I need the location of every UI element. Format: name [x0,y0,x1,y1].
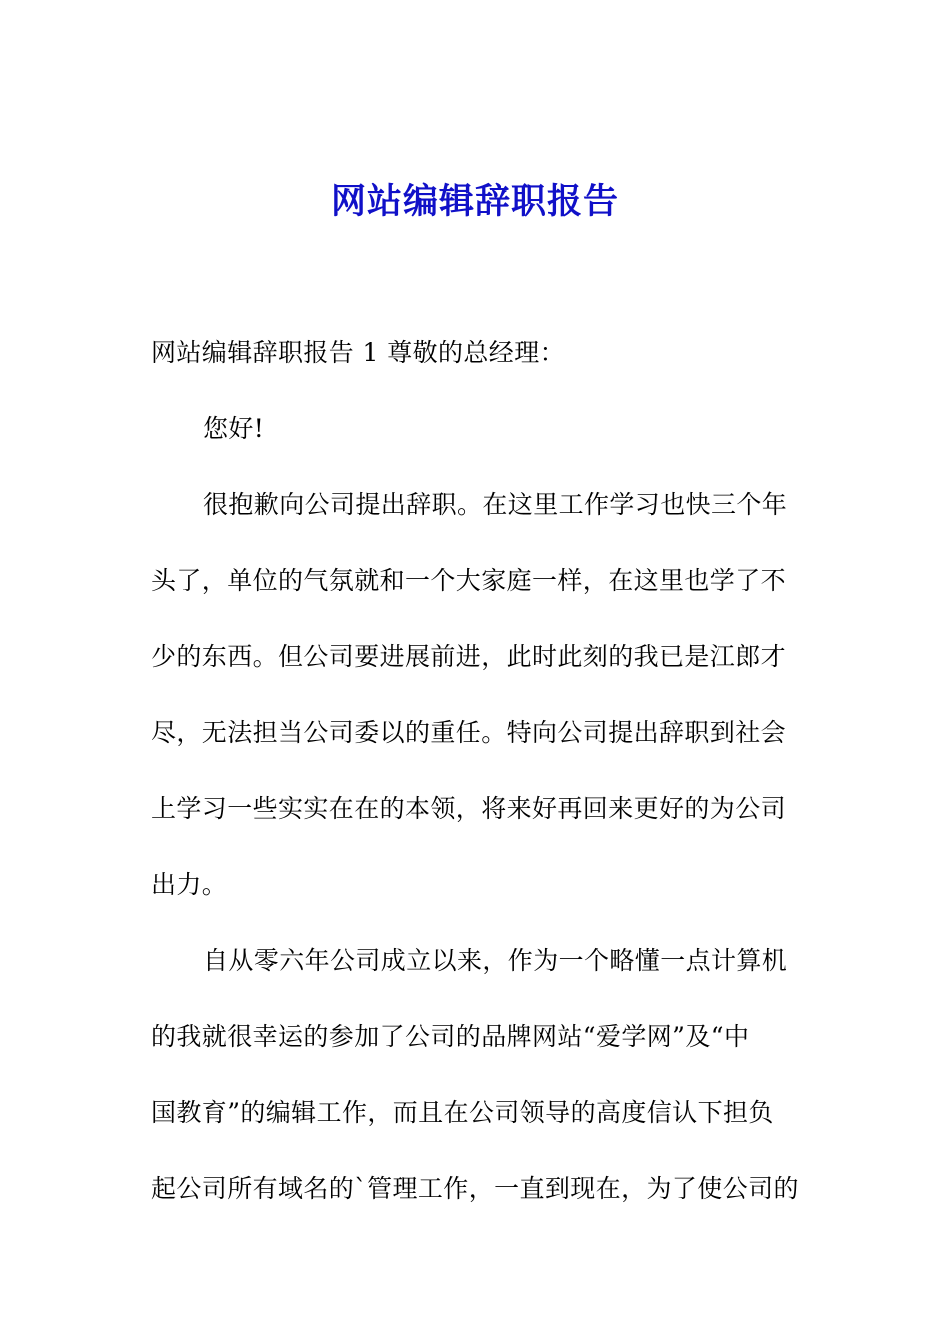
paragraph-line: 尽，无法担当公司委以的重任。特向公司提出辞职到社会 [151,718,787,747]
paragraph-line: 国教育”的编辑工作，而且在公司领导的高度信认下担负 [151,1098,774,1127]
paragraph-line: 自从零六年公司成立以来，作为一个略懂一点计算机 [203,946,788,975]
paragraph-line: 的我就很幸运的参加了公司的品牌网站“爱学网”及“中 [151,1022,750,1051]
paragraph-line: 头了，单位的气氛就和一个大家庭一样，在这里也学了不 [151,566,787,595]
greeting-line: 您好! [203,414,265,443]
paragraph-line: 很抱歉向公司提出辞职。在这里工作学习也快三个年 [203,490,788,519]
paragraph-line: 起公司所有域名的`管理工作，一直到现在，为了使公司的 [151,1174,799,1203]
paragraph-line: 出力。 [151,870,228,899]
document-body [151,334,801,1246]
paragraph-line: 上学习一些实实在在的本领，将来好再回来更好的为公司 [151,794,787,823]
document-title: 网站编辑辞职报告 [330,181,619,222]
paragraph-line: 少的东西。但公司要进展前进，此时此刻的我已是江郎才 [151,642,787,671]
salutation-line: 网站编辑辞职报告 1 尊敬的总经理： [151,338,566,367]
